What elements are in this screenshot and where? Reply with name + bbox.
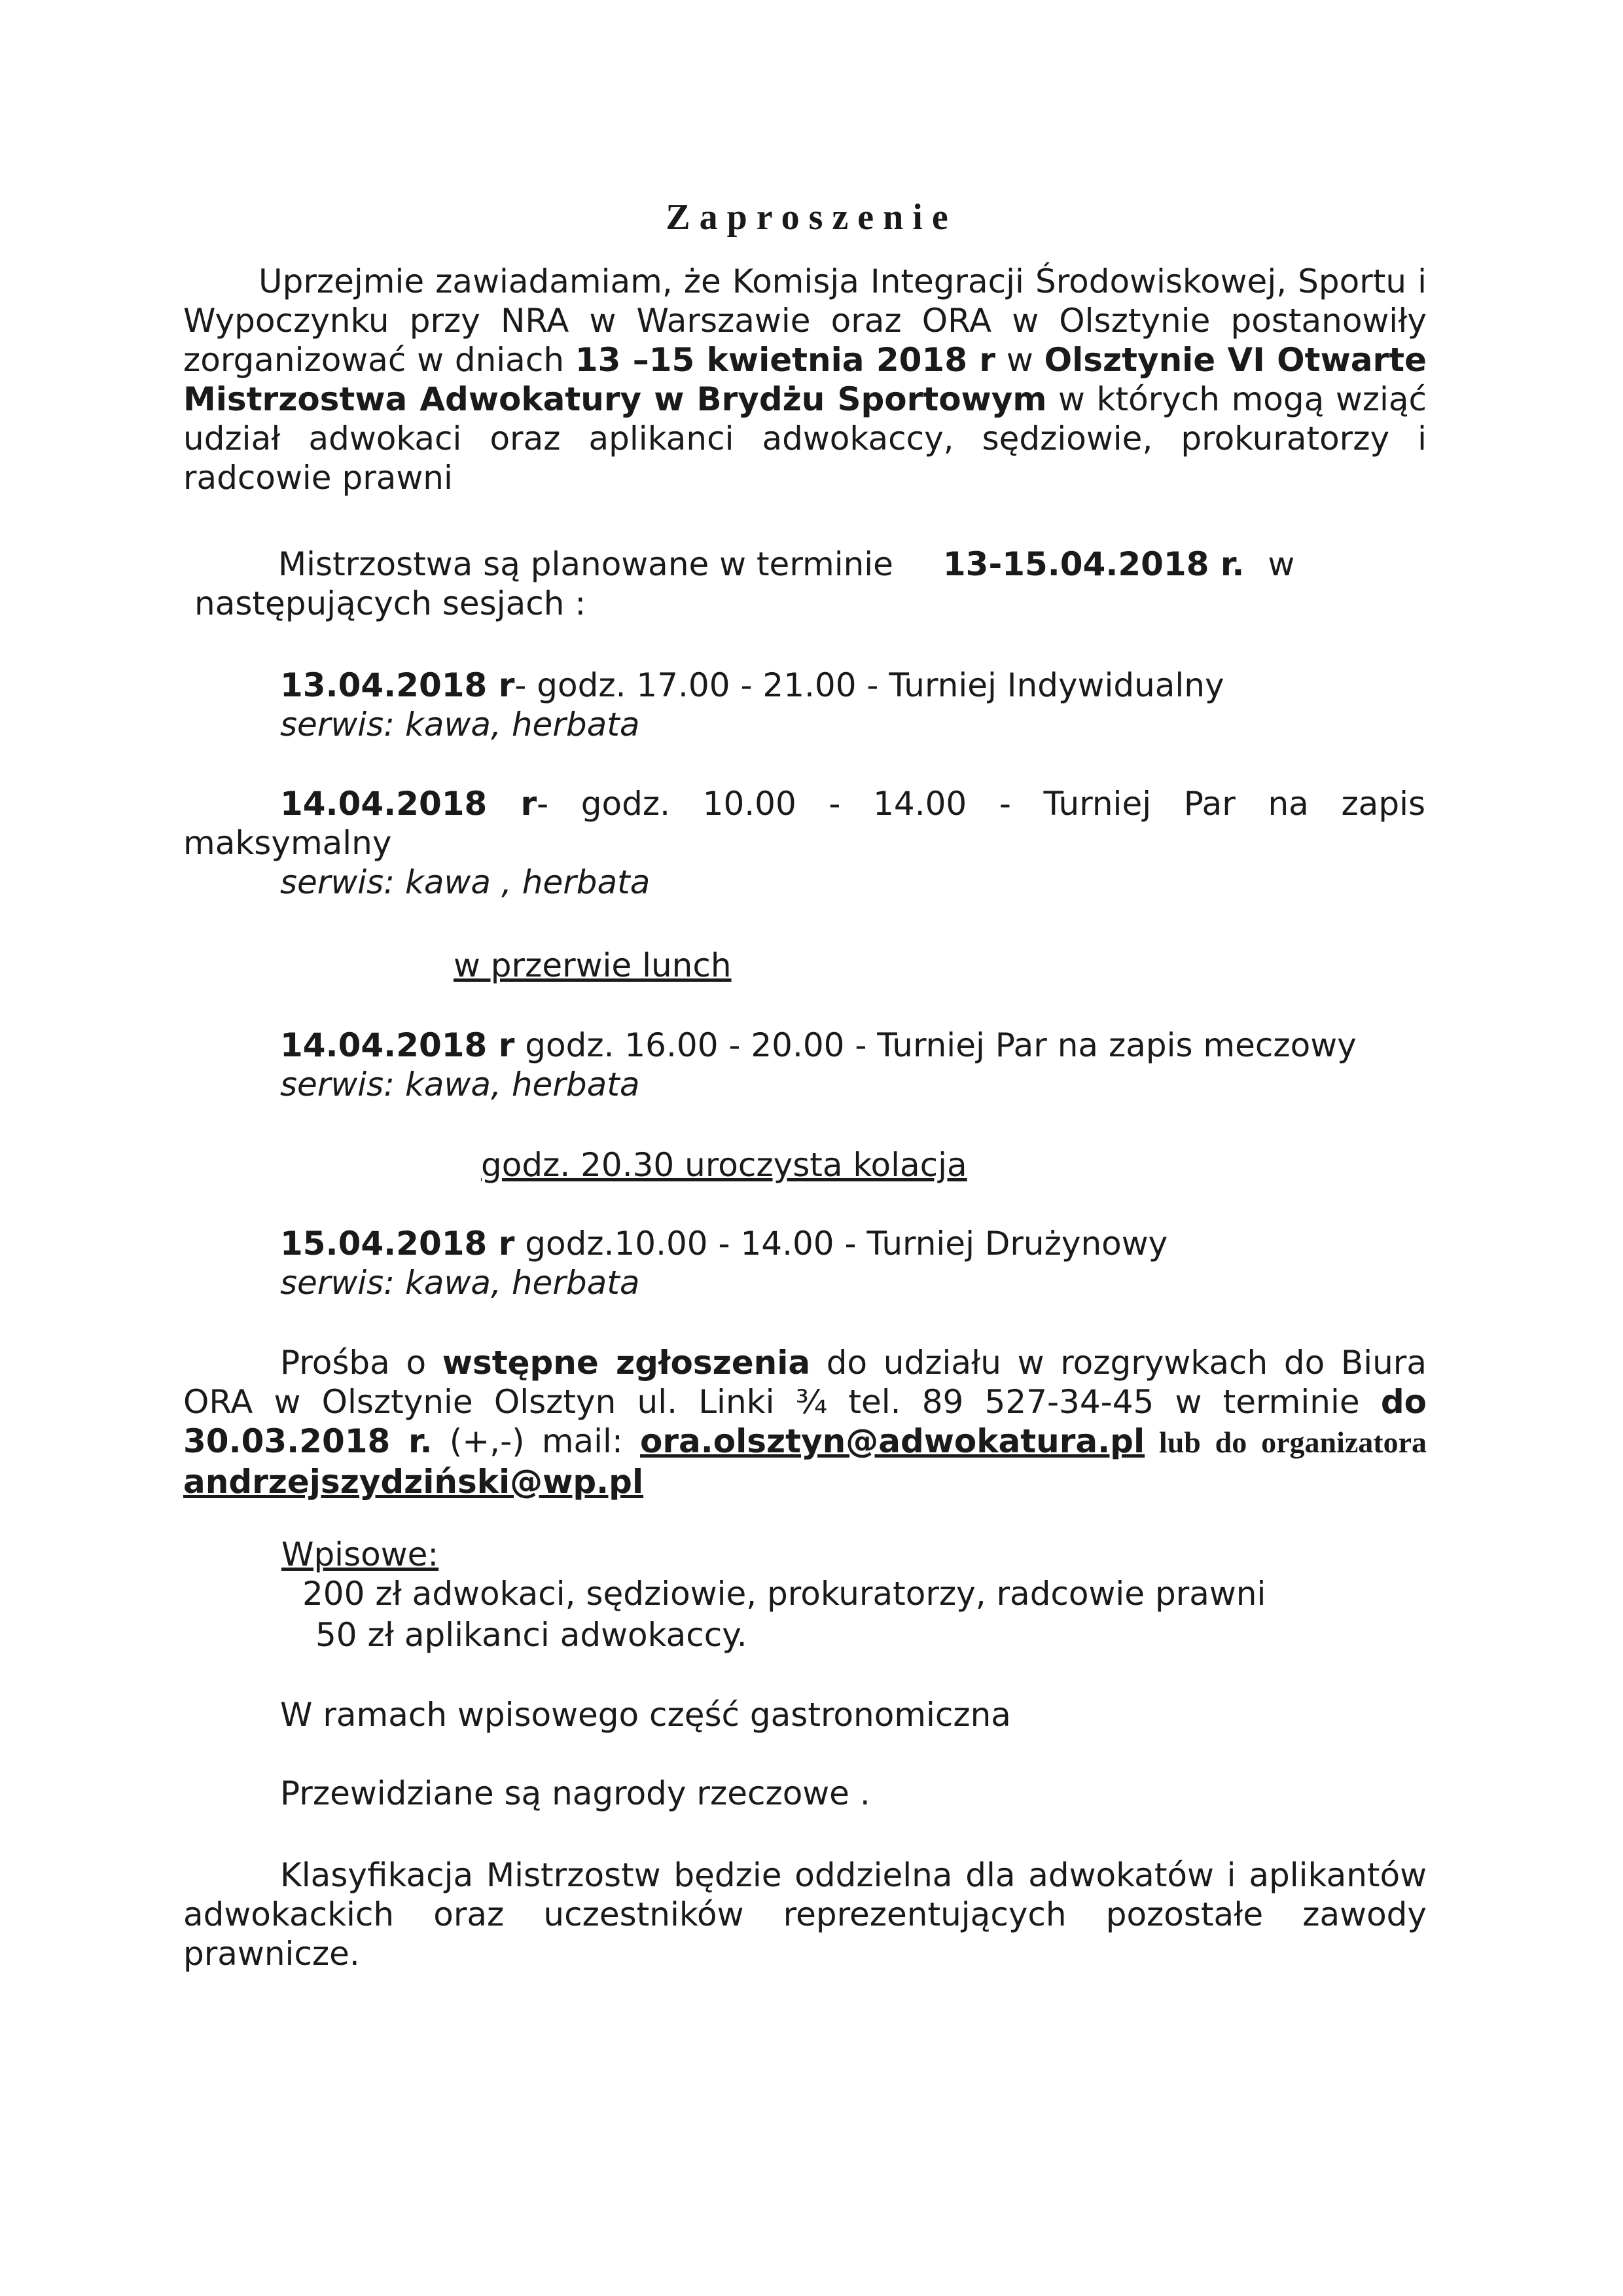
session-4: 15.04.2018 r godz.10.00 - 14.00 - Turniej Drużynowy [280, 1225, 1168, 1263]
fee-heading: Wpisowe: [281, 1535, 439, 1573]
email-link-organizer[interactable]: andrzejszydziński@wp.pl [183, 1463, 644, 1501]
event-name: Olsztynie VI Otwarte Mistrzostwa Adwokatury w Brydżu Sportowym [183, 341, 1427, 418]
session-4-service: serwis: kawa, herbata [280, 1264, 640, 1302]
session-2-service: serwis: kawa , herbata [280, 863, 651, 901]
classification-paragraph: Klasyfikacja Mistrzostw będzie oddzielna dla adwokatów i aplikantów adwokackich oraz uczestników reprezentujących pozostałe zawody prawnicze. [183, 1856, 1427, 1973]
session-1: 13.04.2018 r- godz. 17.00 - 21.00 - Turniej Indywidualny [280, 666, 1224, 704]
gastro-note: W ramach wpisowego część gastronomiczna [280, 1696, 1011, 1734]
intro-paragraph: Uprzejmie zawiadamiam, że Komisja Integracji Środowiskowej, Sportu i Wypoczynku przy NRA w Warszawie oraz ORA w Olsztynie postanowiły zorganizować w dniach 13 –15 kwietnia 2018 r w Olsztynie VI Otwarte Mistrzostwa Adwokatury w Brydżu Sportowym w których mogą wziąć udział adwokaci oraz aplikanci adwokaccy, sędziowie, prokuratorzy i radcowie prawni [183, 262, 1427, 497]
email-link-ora[interactable]: ora.olsztyn@adwokatura.pl [640, 1422, 1145, 1460]
registration-paragraph: Prośba o wstępne zgłoszenia do udziału w rozgrywkach do Biura ORA w Olsztynie Olsztyn ul. Linki ¾ tel. 89 527-34-45 w terminie do 30.03.2018 r. (+,-) mail: ora.olsztyn@adwokatura.pl lub do organizatora andrzejszydziński@wp.pl [183, 1344, 1427, 1501]
plan-line: Mistrzostwa są planowane w terminie 13-15.04.2018 r. w [278, 545, 1295, 583]
lunch-break: w przerwie lunch [454, 946, 732, 984]
fee-line-1: 200 zł adwokaci, sędziowie, prokuratorzy, radcowie prawni [302, 1575, 1266, 1613]
plan-dates: 13-15.04.2018 r. [942, 545, 1245, 583]
session-3-service: serwis: kawa, herbata [280, 1066, 640, 1103]
session-2: 14.04.2018 r- godz. 10.00 - 14.00 - Turniej Par na zapis [280, 785, 1425, 823]
session-2-cont: maksymalny [183, 824, 392, 862]
document-title: Zaproszenie [666, 197, 957, 238]
session-1-service: serwis: kawa, herbata [280, 706, 640, 744]
session-3: 14.04.2018 r godz. 16.00 - 20.00 - Turniej Par na zapis meczowy [280, 1026, 1357, 1064]
event-dates: 13 –15 kwietnia 2018 r [575, 341, 996, 379]
fee-line-2: 50 zł aplikanci adwokaccy. [315, 1616, 747, 1654]
prizes-note: Przewidziane są nagrody rzeczowe . [280, 1774, 870, 1812]
registration-deadline: do 30.03.2018 r. [183, 1383, 1427, 1460]
plan-line-2: następujących sesjach : [194, 584, 586, 622]
dinner: godz. 20.30 uroczysta kolacja [481, 1146, 967, 1184]
